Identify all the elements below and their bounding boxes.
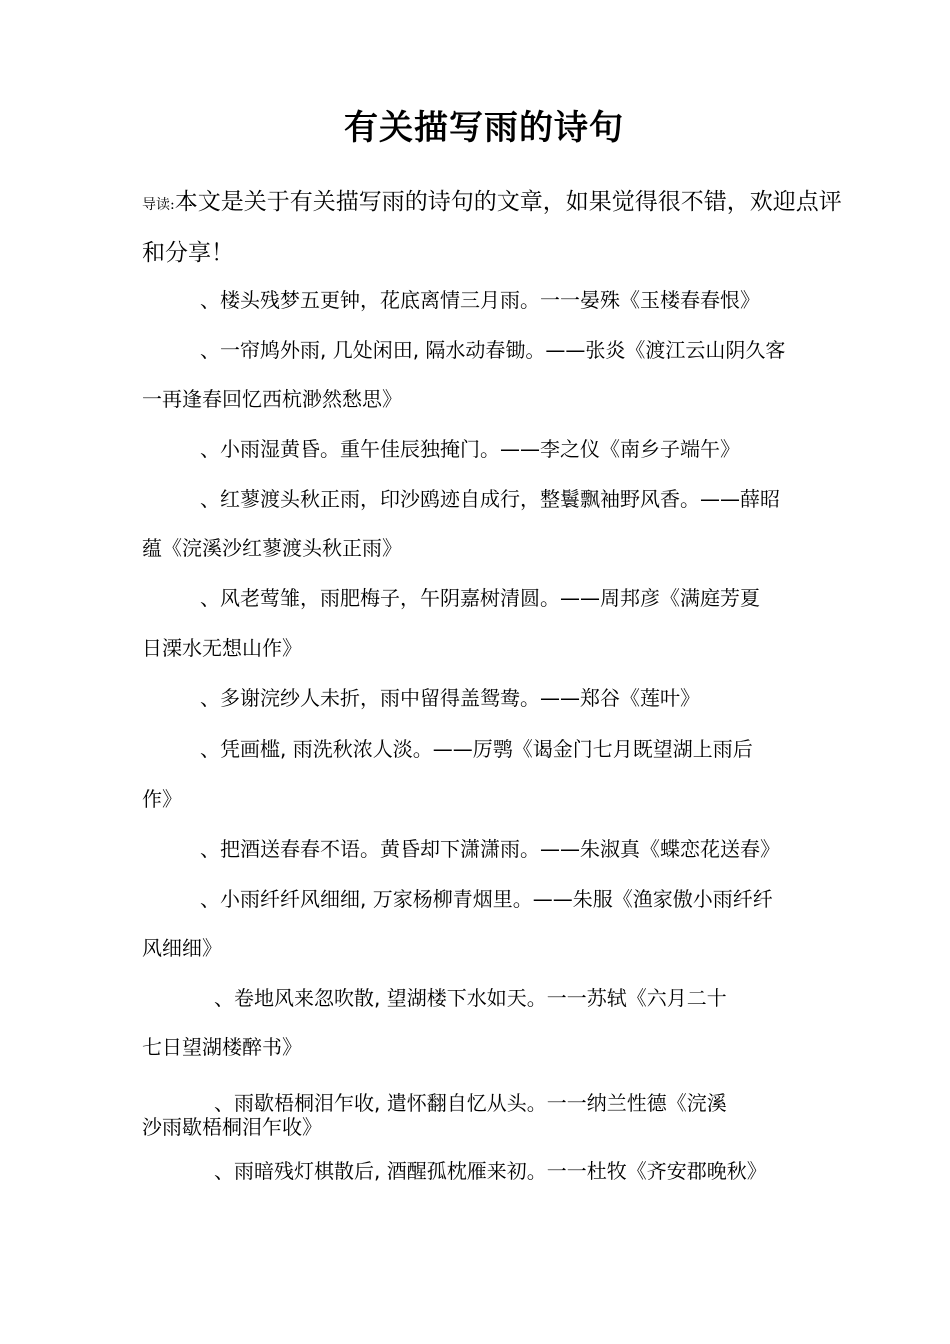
poem-line: 、卷地风来忽吹散, 望湖楼下水如天。一一苏轼《六月二十 <box>214 986 727 1010</box>
poem-line: 蕴《浣溪沙红蓼渡头秋正雨》 <box>142 536 402 560</box>
poem-line: 、凭画槛, 雨洗秋浓人淡。——厉鹗《谒金门七月既望湖上雨后 <box>200 737 753 761</box>
poem-line: 、小雨湿黄昏。重午佳辰独掩门。——李之仪《南乡子端午》 <box>200 437 740 461</box>
poem-line: 、楼头残梦五更钟，花底离情三月雨。一一晏殊《玉楼春春恨》 <box>200 288 760 312</box>
poem-line: 七日望湖楼醉书》 <box>142 1035 302 1059</box>
poem-line: 一再逢春回忆西杭渺然愁思》 <box>142 387 402 411</box>
intro-text: 本文是关于有关描写雨的诗句的文章，如果觉得很不错，欢迎点评和分享！ <box>142 189 842 266</box>
poem-line: 风细细》 <box>142 936 222 960</box>
poem-line: 日溧水无想山作》 <box>142 636 302 660</box>
poem-line: 、雨暗残灯棋散后, 酒醒孤枕雁来初。一一杜牧《齐安郡晚秋》 <box>214 1159 767 1183</box>
poem-line: 、雨歇梧桐泪乍收, 遣怀翻自忆从头。一一纳兰性德《浣溪 <box>214 1091 727 1115</box>
intro-paragraph <box>142 178 842 277</box>
poem-line: 沙雨歇梧桐泪乍收》 <box>142 1115 322 1139</box>
poem-line: 、红蓼渡头秋正雨，印沙鸥迹自成行，整鬟飘袖野风香。——薛昭 <box>200 487 780 511</box>
poem-line: 、一帘鸠外雨, 几处闲田, 隔水动春锄。——张炎《渡江云山阴久客 <box>200 338 786 362</box>
poem-line: 、多谢浣纱人未折，雨中留得盖鸳鸯。——郑谷《莲叶》 <box>200 686 700 710</box>
intro-label: 导读: <box>142 197 175 213</box>
poem-line: 、风老莺雏，雨肥梅子，午阴嘉树清圆。——周邦彦《满庭芳夏 <box>200 586 760 610</box>
poem-line: 、把酒送春春不语。黄昏却下潇潇雨。——朱淑真《蝶恋花送春》 <box>200 837 780 861</box>
page-title: 有关描写雨的诗句 <box>344 108 624 148</box>
poem-line: 作》 <box>142 787 182 811</box>
poem-line: 、小雨纤纤风细细, 万家杨柳青烟里。——朱服《渔家傲小雨纤纤 <box>200 887 773 911</box>
